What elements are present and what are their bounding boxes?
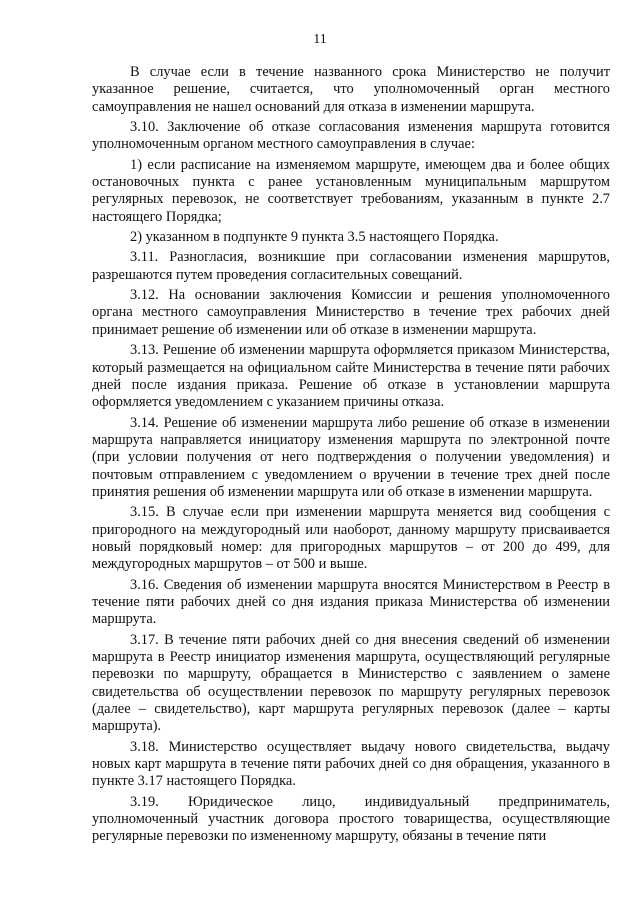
document-body — [92, 64, 610, 846]
paragraph-3-16: 3.16. Сведения об изменении маршрута вносятся Министерством в Реестр в течение пяти рабочих дней со дня издания приказа Министерства об изменении маршрута. — [92, 576, 610, 628]
paragraph-3-19: 3.19. Юридическое лицо, индивидуальный предприниматель, уполномоченный участник договора простого товарищества, осуществляющие регулярные перевозки по измененному маршруту, обязаны в течение пяти — [92, 793, 610, 845]
paragraph-3-10: 3.10. Заключение об отказе согласования изменения маршрута готовится уполномоченным органом местного самоуправления в случае: — [92, 119, 610, 153]
paragraph-3-15: 3.15. В случае если при изменении маршрута меняется вид сообщения с пригородного на междугородный или наоборот, данному маршруту присваивается новый порядковый номер: для пригородных маршрутов – от 200 до 499, для междугородных маршрутов – от 500 и выше. — [92, 504, 610, 573]
paragraph: В случае если в течение названного срока Министерство не получит указанное решение, считается, что уполномоченный орган местного самоуправления не нашел оснований для отказа в изменении маршрута. — [92, 64, 610, 115]
paragraph-3-11: 3.11. Разногласия, возникшие при согласовании изменения маршрутов, разрешаются путем проведения согласительных совещаний. — [92, 249, 610, 283]
paragraph-3-17: 3.17. В течение пяти рабочих дней со дня внесения сведений об изменении маршрута в Реестр инициатор изменения маршрута, осуществляющий регулярные перевозки по маршруту, обращается в Министерство с заявлением о замене свидетельства об осуществлении перевозок по маршруту регулярных перевозок (далее – свидетельство), карт маршрута регулярных перевозок (далее – карты маршрута). — [92, 631, 610, 735]
list-item-1: 1) если расписание на изменяемом маршруте, имеющем два и более общих остановочных пункта с ранее установленным муниципальным маршрутом регулярных перевозок, не соответствует требованиям, указанным в пункте 2.7 настоящего Порядка; — [92, 156, 610, 225]
page-number: 11 — [313, 32, 327, 47]
paragraph-3-18: 3.18. Министерство осуществляет выдачу нового свидетельства, выдачу новых карт маршрута в течение пяти рабочих дней со дня обращения, указанного в пункте 3.17 настоящего Порядка. — [92, 738, 610, 790]
list-item-2: 2) указанном в подпункте 9 пункта 3.5 настоящего Порядка. — [130, 229, 499, 246]
paragraph-3-12: 3.12. На основании заключения Комиссии и решения уполномоченного органа местного самоуправления Министерство в течение трех рабочих дней принимает решение об изменении или об отказе в изменении маршрута. — [92, 287, 610, 338]
paragraph-3-13: 3.13. Решение об изменении маршрута оформляется приказом Министерства, который размещается на официальном сайте Министерства в течение пяти рабочих дней после издания приказа. Решение об отказе в установлении маршрута оформляется уведомлением с указанием причины отказа. — [92, 342, 610, 411]
paragraph-3-14: 3.14. Решение об изменении маршрута либо решение об отказе в изменении маршрута направляется инициатору изменения маршрута по электронной почте (при условии получения от него подтверждения о получении уведомления) и почтовым отправлением с уведомлением о вручении в течение трех дней после принятия решения об изменении маршрута или об отказе в изменении маршрута. — [92, 414, 610, 500]
